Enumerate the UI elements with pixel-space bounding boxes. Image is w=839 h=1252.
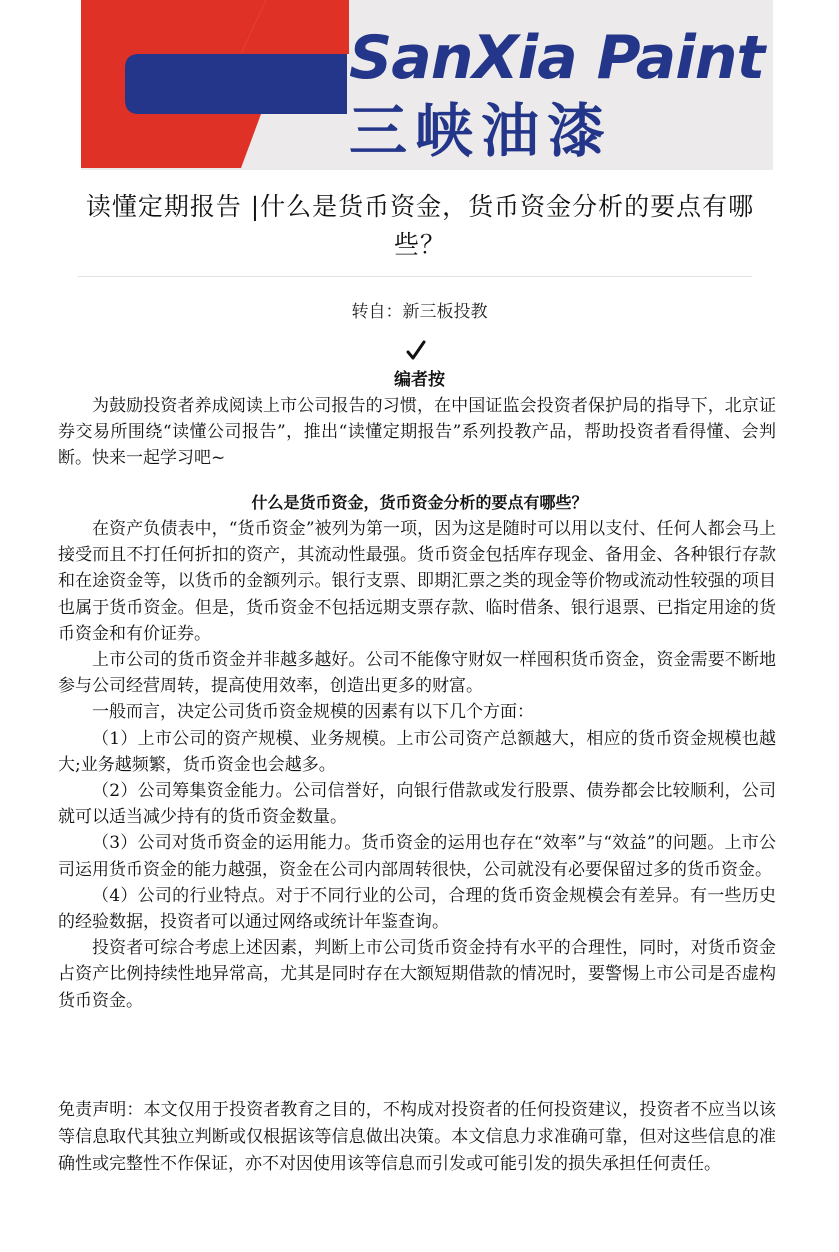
article-body [58, 516, 776, 1014]
title-divider [78, 276, 752, 277]
body-paragraph: 上市公司的货币资金并非越多越好。公司不能像守财奴一样囤积货币资金，资金需要不断地参与公司经营周转，提高使用效率，创造出更多的财富。 [58, 650, 776, 697]
body-paragraph: （3）公司对货币资金的运用能力。货币资金的运用也存在“效率”与“效益”的问题。上市公司运用货币资金的能力越强，资金在公司内部周转很快，公司就没有必要保留过多的货币资金。 [58, 833, 776, 880]
body-paragraph: 一般而言，决定公司货币资金规模的因素有以下几个方面： [92, 702, 534, 723]
body-paragraph: （2）公司筹集资金能力。公司信誉好，向银行借款或发行股票、债券都会比较顺利，公司就可以适当减少持有的货币资金数量。 [58, 781, 776, 828]
editor-note-text: 为鼓励投资者养成阅读上市公司报告的习惯，在中国证监会投资者保护局的指导下，北京证券交易所围绕“读懂公司报告”，推出“读懂定期报告”系列投教产品，帮助投资者看得懂、会判断。快来一起学习吧~ [58, 396, 776, 469]
editor-note [58, 393, 776, 472]
disclaimer: 免责声明：本文仅用于投资者教育之目的，不构成对投资者的任何投资建议，投资者不应当以该等信息取代其独立判断或仅根据该等信息做出决策。本文信息力求准确可靠，但对这些信息的准确性或完整性不作保证，亦不对因使用该等信息而引发或可能引发的损失承担任何责任。 [58, 1100, 776, 1174]
editor-note-heading: 编者按 [394, 370, 445, 390]
logo-text-cn: 三峡油漆 [349, 97, 614, 165]
article-title: 读懂定期报告 |什么是货币资金，货币资金分析的要点有哪些？ [85, 192, 755, 259]
logo-blue-square [95, 54, 347, 114]
body-paragraph: （4）公司的行业特点。对于不同行业的公司，合理的货币资金规模会有差异。有一些历史的经验数据，投资者可以通过网络或统计年鉴查询。 [58, 885, 776, 933]
logo-text-en: SanXia Paint [349, 23, 765, 93]
body-paragraph: （1）上市公司的资产规模、业务规模。上市公司资产总额越大，相应的货币资金规模也越大;业务越频繁，货币资金也会越多。 [58, 728, 776, 775]
section-heading: 什么是货币资金，货币资金分析的要点有哪些？ [251, 493, 588, 512]
check-mark-icon [405, 340, 427, 362]
body-paragraph: 投资者可综合考虑上述因素，判断上市公司货币资金持有水平的合理性，同时，对货币资金占资产比例持续性地异常高，尤其是同时存在大额短期借款的情况时，要警惕上市公司是否虚构货币资金。 [58, 938, 776, 1011]
logo-banner [81, 0, 773, 170]
body-paragraph: 在资产负债表中，“货币资金”被列为第一项，因为这是随时可以用以支付、任何人都会马上接受而且不打任何折扣的资产，其流动性最强。货币资金包括库存现金、备用金、各种银行存款和在途资金等，以货币的金额列示。银行支票、即期汇票之类的现金等价物或流动性较强的项目也属于货币资金。但是，货币资金不包括远期支票存款、临时借条、银行退票、已指定用途的货币资金和有价证券。 [58, 519, 776, 644]
article-source: 转自：新三板投教 [351, 302, 488, 322]
